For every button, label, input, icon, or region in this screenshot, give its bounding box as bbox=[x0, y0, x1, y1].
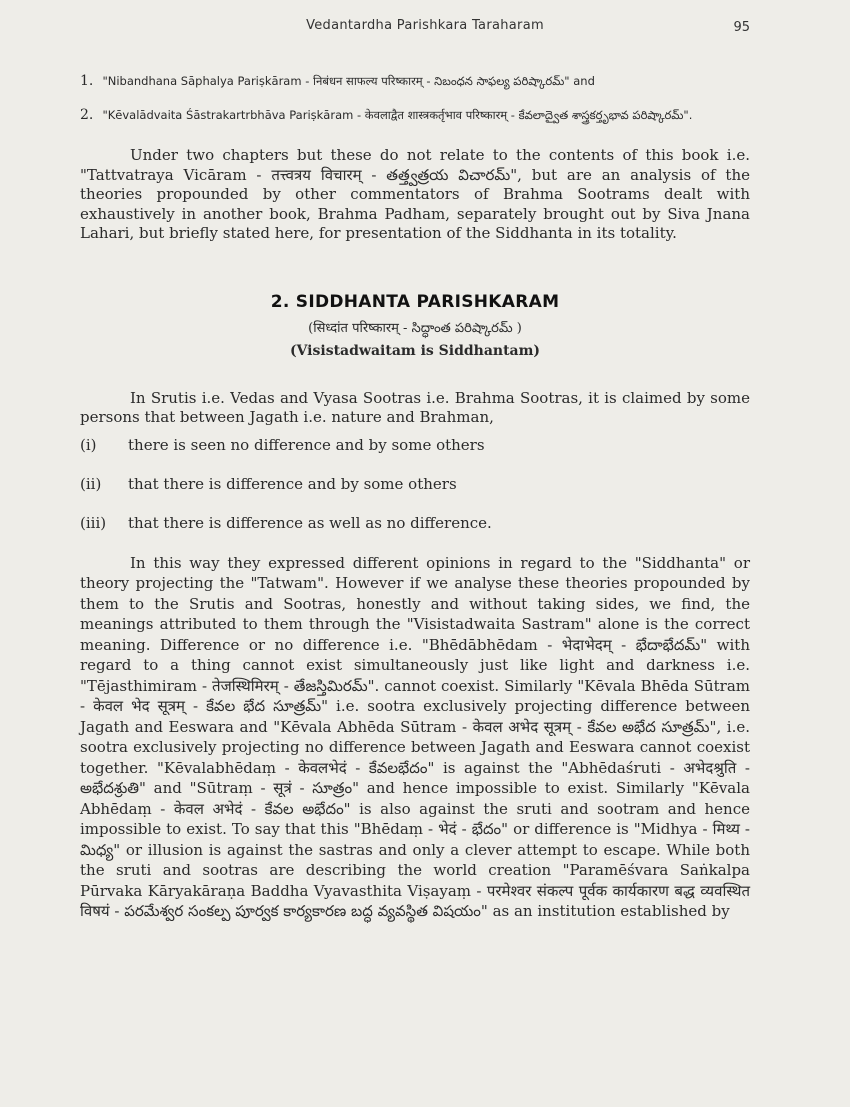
page-content bbox=[80, 70, 750, 922]
clause-item bbox=[80, 436, 750, 455]
clause-text: that there is difference and by some others bbox=[128, 474, 457, 493]
list-item-number: 1. bbox=[80, 73, 94, 89]
list-item-text: "Nibandhana Sāphalya Pariṣkāram - निबंधन साफल्य परिष्कारम् - నిబంధన సాఫల్య పరిష్కారమ్" and bbox=[102, 74, 595, 88]
list-item bbox=[80, 104, 750, 126]
page-number: 95 bbox=[733, 20, 750, 35]
running-header: Vedantardha Parishkara Taraharam bbox=[306, 18, 544, 33]
clause-number: (i) bbox=[80, 435, 97, 454]
clause-text: there is seen no difference and by some others bbox=[128, 435, 485, 454]
clause-number: (iii) bbox=[80, 513, 107, 532]
clause-item bbox=[80, 475, 750, 494]
list-item bbox=[80, 70, 750, 92]
section-subtitle: (सिध्दांत परिष्कारम् - సిద్ధాంత పరిష్కారమ్ ) bbox=[308, 320, 522, 336]
srutis-paragraph: In Srutis i.e. Vedas and Vyasa Sootras i.e. Brahma Sootras, it is claimed by some persons that between Jagath i.e. nature and Brahman, bbox=[80, 388, 750, 426]
section-heading bbox=[80, 292, 750, 359]
intro-paragraph: Under two chapters but these do not relate to the contents of this book i.e. "Tattvatraya Vicāram - तत्त्वत्रय विचारम् - తత్త్వత్రయ విచారమ్", but are an analysis of the theories propounded by other commentators of Brahma Sootrams dealt with exhaustively in another book, Brahma Padham, separately brought out by Siva Jnana Lahari, but briefly stated here, for presentation of the Siddhanta in its totality. bbox=[80, 146, 750, 242]
clause-text: that there is difference as well as no difference. bbox=[128, 513, 492, 532]
section-subtitle-english: (Visistadwaitam is Siddhantam) bbox=[289, 342, 541, 359]
list-item-text: "Kēvalādvaita Śāstrakartrbhāva Pariṣkāram - केवलाद्वैत शास्त्रकर्तृभाव परिष्कारम् - కేవలాద్వైత శాస్త్రకర్తృభావ పరిష్కారమ్". bbox=[102, 108, 693, 122]
clause-item bbox=[80, 514, 750, 533]
list-item-number: 2. bbox=[80, 107, 94, 123]
clause-number: (ii) bbox=[80, 474, 102, 493]
main-paragraph: In this way they expressed different opinions in regard to the "Siddhanta" or theory projecting the "Tatwam". However if we analyse these theories propounded by them to the Srutis and Sootras, honestly and without taking sides, we find, the meanings attributed to them through the "Visistadwaita Sastram" alone is the correct meaning. Difference or no difference i.e. "Bhēdābhēdam - भेदाभेदम् - భేదాభేదమ్" with regard to a thing cannot exist simultaneously just like light and darkness i.e. "Tējasthimiram - तेजस्थिमिरम् - తేజస్తిమిరమ్". cannot coexist. Similarly "Kēvala Bhēda Sūtram - केवल भेद सूत्रम् - కేవల భేద సూత్రమ్" i.e. sootra exclusively projecting difference between Jagath and Eeswara and "Kēvala Abhēda Sūtram - केवल अभेद सूत्रम् - కేవల అభేద సూత్రమ్", i.e. sootra exclusively projecting no difference between Jagath and Eeswara cannot coexist together. "Kēvalabhēdaṃ - केवलभेदं - కేవలభేదం" is against the "Abhēdaśruti - अभेदश्रुति - అభేదశ్రుతి" and "Sūtraṃ - सूत्रं - సూత్రం" and hence impossible to exist. Similarly "Kēvala Abhēdaṃ - केवल अभेदं - కేవల అభేదం" is also against the sruti and sootram and hence impossible to exist. To say that this "Bhēdaṃ - भेदं - భేదం" or difference is "Midhya - मिथ्य - మిధ్య" or illusion is against the sastras and only a clever attempt to escape. While both the sruti and sootras are describing the world creation "Paramēśvara Saṅkalpa Pūrvaka Kāryakāraṇa Baddha Vyavasthita Viṣayaṃ - परमेश्वर संकल्प पूर्वक कार्यकारण बद्ध व्यवस्थित विषयं - పరమేశ్వర సంకల్ప పూర్వక కార్యకారణ బద్ధ వ్యవస్థిత విషయం" as an institution established by bbox=[80, 553, 750, 920]
section-title: 2. SIDDHANTA PARISHKARAM bbox=[270, 291, 560, 312]
clause-list bbox=[80, 436, 750, 533]
